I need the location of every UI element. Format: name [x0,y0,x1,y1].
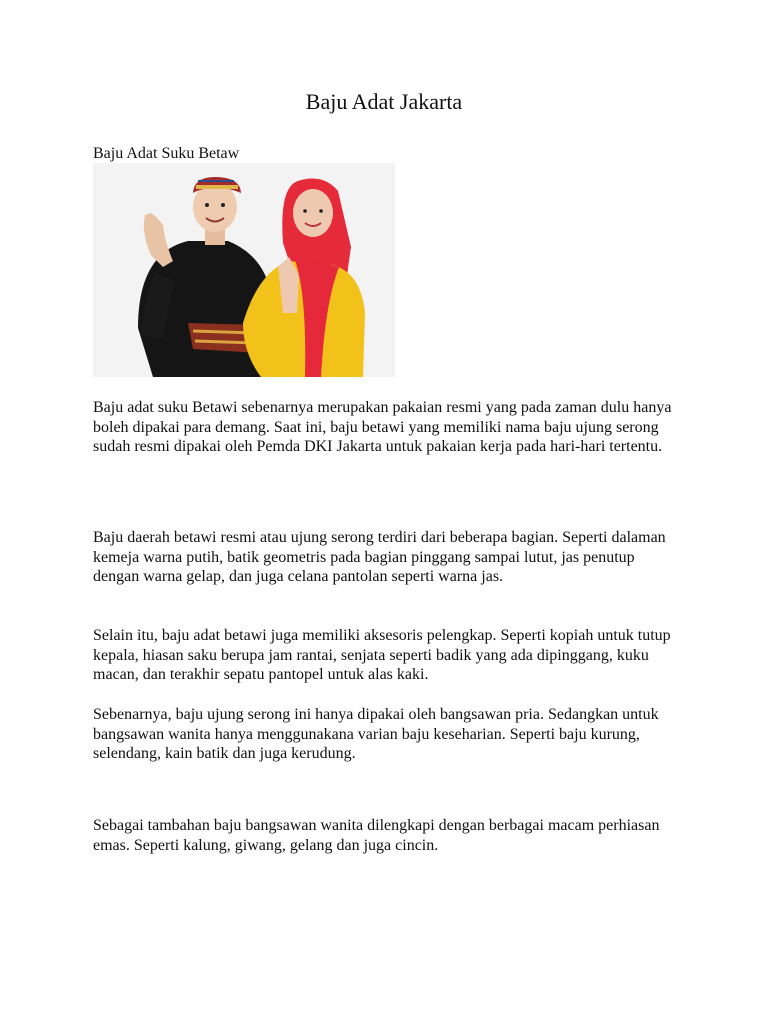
page-title: Baju Adat Jakarta [305,89,463,114]
paragraph: Selain itu, baju adat betawi juga memiliki aksesoris pelengkap. Seperti kopiah untuk tutup kepala, hiasan saku berupa jam rantai, senjata seperti badik yang ada dipinggang, kuku macan, dan terakhir sepatu pantopel untuk alas kaki. [93,627,671,683]
photo-illustration [93,163,395,377]
paragraph: Sebenarnya, baju ujung serong ini hanya dipakai oleh bangsawan pria. Sedangkan untuk bangsawan wanita hanya menggunakana varian baju keseharian. Seperti baju kurung, selendang, kain batik dan juga kerudung. [93,706,659,762]
paragraph: Sebagai tambahan baju bangsawan wanita dilengkapi dengan berbagai macam perhiasan emas. Seperti kalung, giwang, gelang dan juga cincin. [93,817,660,854]
section-heading: Baju Adat Suku Betaw [93,145,240,162]
paragraph: Baju adat suku Betawi sebenarnya merupakan pakaian resmi yang pada zaman dulu hanya boleh dipakai para demang. Saat ini, baju betawi yang memiliki nama baju ujung serong sudah resmi dipakai oleh Pemda DKI Jakarta untuk pakaian kerja pada hari-hari tertentu. [93,399,672,455]
paragraph: Baju daerah betawi resmi atau ujung serong terdiri dari beberapa bagian. Seperti dalaman kemeja warna putih, batik geometris pada bagian pinggang sampai lutut, jas penutup dengan warna gelap, dan juga celana pantolan seperti warna jas. [93,529,666,585]
couple-photo [93,163,395,377]
